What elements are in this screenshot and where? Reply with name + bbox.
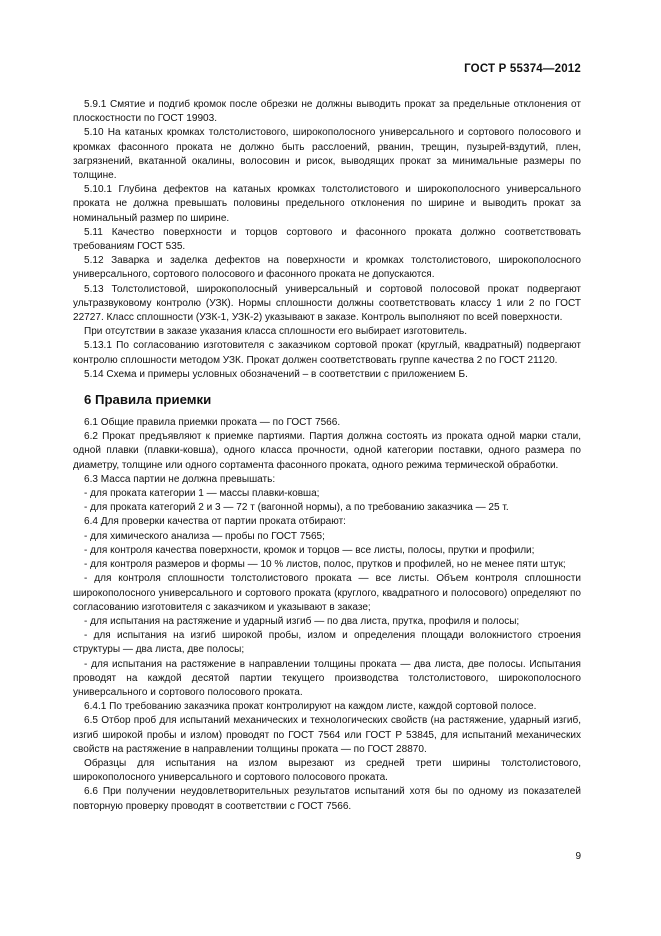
list-item: - для контроля размеров и формы — 10 % листов, полос, прутков и профилей, но не менее пяти штук;	[84, 559, 566, 571]
list-item: - для испытания на растяжение и ударный изгиб — по два листа, прутка, профиля и полосы;	[84, 615, 520, 627]
list-item: - для проката категории 1 — массы плавки-ковша;	[84, 488, 320, 500]
document-body	[73, 98, 581, 814]
list-item: - для проката категорий 2 и 3 — 72 т (вагонной нормы), а по требованию заказчика — 25 т.	[84, 502, 509, 514]
clause-6-2: 6.2 Прокат предъявляют к приемке партиями. Партия должна состоять из проката одной марки стали, одной плавки (плавки-ковша), одного класса прочности, одной категории поставки, одного размера по диаметру, толщине или одного сортамента фасонного проката, одного режима термической обработки.	[73, 431, 581, 471]
clause-6-4-1: 6.4.1 По требованию заказчика прокат контролируют на каждом листе, каждой сортовой полосе.	[84, 701, 537, 713]
clause-5-10: 5.10 На катаных кромках толстолистового, широкополосного универсального и сортового полосового и кромках фасонного проката не должно быть расслоений, рванин, трещин, пузырей-вздутий, плен, загрязнений, вкатанной окалины, волосовин и рисок, выводящих прокат за минимальные размеры по толщине.	[73, 127, 581, 182]
clause-6-1: 6.1 Общие правила приемки проката — по ГОСТ 7566.	[84, 417, 341, 429]
list-item: - для испытания на растяжение в направлении толщины проката — два листа, две полосы. Испытания проводят на каждой десятой партии текущего производства толстолистового, широкополосного универсального и сортового полосового проката.	[73, 658, 581, 698]
clause-5-13-note: При отсутствии в заказе указания класса сплошности его выбирает изготовитель.	[84, 326, 468, 338]
page-number: 9	[575, 851, 581, 862]
list-item: - для контроля сплошности толстолистового проката — все листы. Объем контроля сплошности широкополосного универсального и сортового проката (круглого, квадратного и полосового) определяют по согласованию изготовителя с заказчиком и указывают в заказе;	[73, 573, 581, 613]
clause-5-14: 5.14 Схема и примеры условных обозначений – в соответствии с приложением Б.	[84, 368, 468, 380]
list-item: - для химического анализа — пробы по ГОСТ 7565;	[84, 530, 325, 542]
clause-6-5-note: Образцы для испытания на излом вырезают из средней трети ширины толстолистового, широкополосного универсального и сортового полосового проката.	[73, 757, 581, 784]
clause-5-13-1: 5.13.1 По согласованию изготовителя с заказчиком сортовой прокат (круглый, квадратный) подвергают контролю сплошности методом УЗК. Прокат должен соответствовать группе качества 2 по ГОСТ 21120.	[73, 340, 581, 366]
clause-6-3: 6.3 Масса партии не должна превышать:	[84, 473, 276, 485]
clause-5-9-1: 5.9.1 Смятие и подгиб кромок после обрезки не должны выводить прокат за предельные отклонения от плоскостности по ГОСТ 19903.	[73, 99, 581, 125]
clause-5-11: 5.11 Качество поверхности и торцов сортового и фасонного проката должно соответствовать требованиям ГОСТ 535.	[73, 226, 581, 253]
clause-6-5: 6.5 Отбор проб для испытаний механических и технологических свойств (на растяжение, ударный изгиб, изгиб широкой пробы и излом) проводят по ГОСТ 7564 или ГОСТ Р 53845, для испытаний механических свойств на растяжение в направлении толщины проката — по ГОСТ 28870.	[73, 715, 581, 755]
clause-5-12: 5.12 Заварка и заделка дефектов на поверхности и кромках толстолистового, широкополосного универсального, сортового полосового и фасонного проката не допускаются.	[73, 255, 581, 281]
section-heading-6: 6 Правила приемки	[84, 392, 212, 408]
document-code-header: ГОСТ Р 55374—2012	[464, 63, 581, 75]
clause-5-13: 5.13 Толстолистовой, широкополосный универсальный и сортовой полосовой прокат подвергают ультразвуковому контролю (УЗК). Нормы сплошности должны соответствовать классу 1 или 2 по ГОСТ 22727. Класс сплошности (УЗК-1, УЗК-2) указывают в заказе. Контроль выполняют по всей поверхности.	[73, 283, 581, 324]
clause-5-10-1: 5.10.1 Глубина дефектов на катаных кромках толстолистового и широкополосного универсального проката не должна превышать половины предельного отклонения по ширине и выводить прокат за номинальный размер по ширине.	[73, 184, 581, 224]
clause-6-4: 6.4 Для проверки качества от партии проката отбирают:	[84, 516, 346, 528]
list-item: - для контроля качества поверхности, кромок и торцов — все листы, полосы, прутки и профили;	[84, 544, 535, 556]
list-item: - для испытания на изгиб широкой пробы, излом и определения площади волокнистого строения структуры — два листа, две полосы;	[73, 630, 581, 656]
clause-6-6: 6.6 При получении неудовлетворительных результатов испытаний хотя бы по одному из показателей повторную проверку проводят в соответствии с ГОСТ 7566.	[73, 786, 581, 812]
